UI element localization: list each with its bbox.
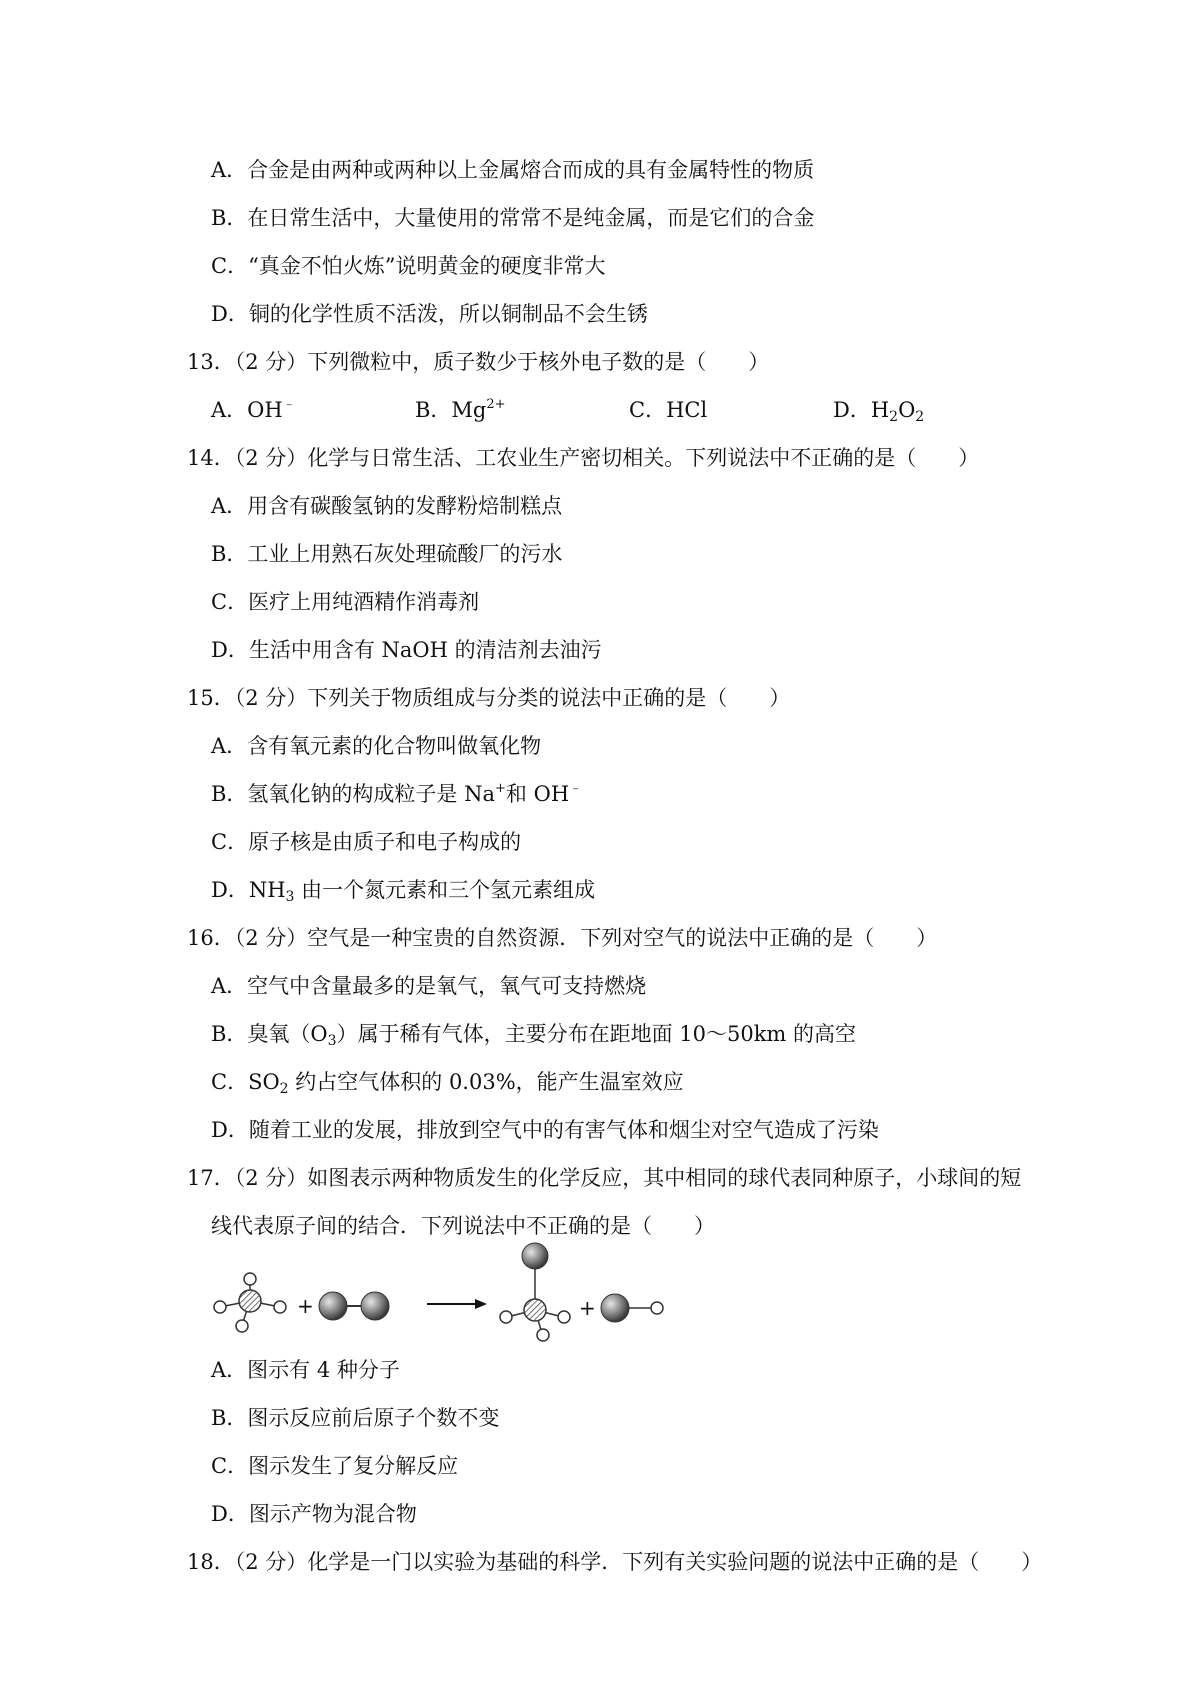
reaction-diagram — [205, 1236, 675, 1346]
q14-stem: 14．（2 分）化学与日常生活、工农业生产密切相关。下列说法中不正确的是（ ） — [187, 446, 980, 470]
q15-stem: 15．（2 分）下列关于物质组成与分类的说法中正确的是（ ） — [187, 686, 791, 710]
q16-option-d: D．随着工业的发展，排放到空气中的有害气体和烟尘对空气造成了污染 — [211, 1118, 879, 1142]
q16-option-a: A．空气中含量最多的是氧气，氧气可支持燃烧 — [211, 974, 647, 998]
q14-option-a: A．用含有碳酸氢钠的发酵粉焙制糕点 — [211, 494, 563, 518]
q18-stem: 18．（2 分）化学是一门以实验为基础的科学．下列有关实验问题的说法中正确的是（ ） — [187, 1550, 1043, 1574]
reactant-molecule-2 — [319, 1292, 389, 1320]
q14-option-b: B．工业上用熟石灰处理硫酸厂的污水 — [211, 542, 563, 566]
q13-option-a: A．OH﹣ — [211, 397, 296, 422]
reaction-arrow — [427, 1299, 487, 1309]
q15-option-c: C．原子核是由质子和电子构成的 — [211, 830, 522, 854]
small-atom — [558, 1311, 570, 1323]
q14-option-c: C．医疗上用纯酒精作消毒剂 — [211, 590, 480, 614]
q13-option-b: B．$Mg^{2+}$ — [415, 397, 506, 422]
reactant-molecule-1 — [214, 1273, 286, 1332]
small-atom — [651, 1302, 663, 1314]
gray-atom — [601, 1294, 629, 1322]
small-atom — [500, 1311, 512, 1323]
small-atom — [537, 1329, 549, 1341]
gray-atom — [522, 1243, 548, 1269]
q12-option-c: C．“真金不怕火炼”说明黄金的硬度非常大 — [211, 254, 606, 278]
gray-atom — [361, 1292, 389, 1320]
hatched-atom — [239, 1290, 261, 1312]
q17-option-b: B．图示反应前后原子个数不变 — [211, 1406, 500, 1430]
plus-sign: + — [297, 1294, 314, 1318]
q16-option-c: C．$SO_2$ 约占空气体积的 0.03%，能产生温室效应 — [211, 1070, 684, 1097]
q15-option-d: D．$NH_3$ 由一个氮元素和三个氢元素组成 — [211, 878, 596, 905]
q16-stem: 16．（2 分）空气是一种宝贵的自然资源．下列对空气的说法中正确的是（ ） — [187, 926, 938, 950]
product-molecule-2 — [601, 1294, 663, 1322]
q12-option-d: D．铜的化学性质不活泼，所以铜制品不会生锈 — [211, 302, 648, 326]
q16-option-b: B．臭氧$(O_3)$属于稀有气体，主要分布在距地面 10～50km 的高空 — [211, 1022, 857, 1049]
q12-option-a: A．合金是由两种或两种以上金属熔合而成的具有金属特性的物质 — [211, 158, 815, 182]
q15-option-a: A．含有氧元素的化合物叫做氧化物 — [211, 734, 542, 758]
q13-stem: 13．（2 分）下列微粒中，质子数少于核外电子数的是（ ） — [187, 350, 770, 374]
product-molecule-1 — [500, 1243, 570, 1341]
q12-option-b: B．在日常生活中，大量使用的常常不是纯金属，而是它们的合金 — [211, 206, 815, 230]
small-atom — [214, 1301, 226, 1313]
q17-option-d: D．图示产物为混合物 — [211, 1502, 417, 1526]
q13-option-d: D．$H_2O_2$ — [833, 398, 925, 425]
small-atom — [244, 1273, 256, 1285]
plus-sign: + — [579, 1296, 596, 1320]
hatched-atom — [524, 1299, 546, 1321]
gray-atom — [319, 1292, 347, 1320]
q17-option-a: A．图示有 4 种分子 — [211, 1358, 400, 1382]
q17-stem-line2: 线代表原子间的结合．下列说法中不正确的是（ ） — [211, 1214, 715, 1238]
small-atom — [274, 1301, 286, 1313]
small-atom — [236, 1320, 248, 1332]
q17-stem-line1: 17．（2 分）如图表示两种物质发生的化学反应，其中相同的球代表同种原子，小球间的短 — [187, 1166, 1022, 1190]
q14-option-d: D．生活中用含有 NaOH 的清洁剂去油污 — [211, 638, 602, 662]
q17-option-c: C．图示发生了复分解反应 — [211, 1454, 459, 1478]
q15-option-b: B．氢氧化钠的构成粒子是 Na+和 OH﹣ — [211, 781, 583, 806]
q13-option-c: C．HCl — [629, 398, 708, 422]
